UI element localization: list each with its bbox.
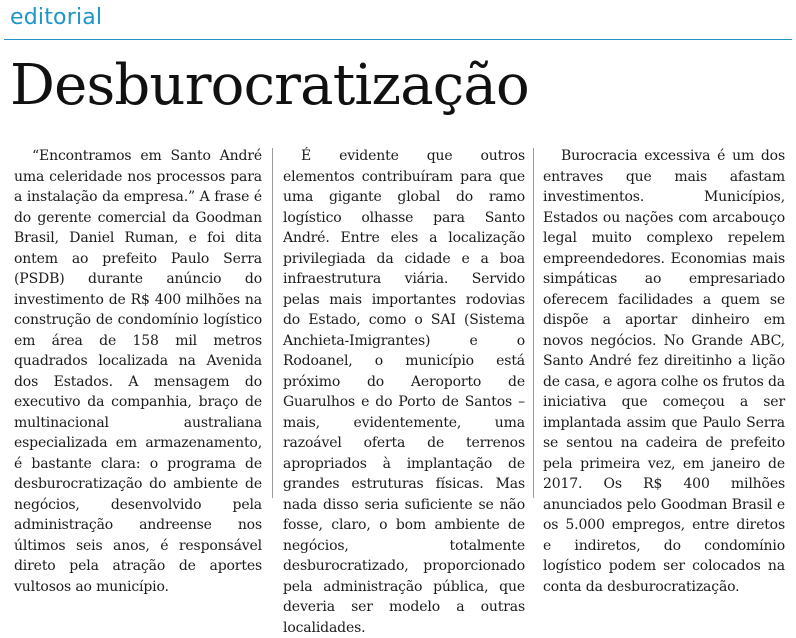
- headline: Desburocratização: [10, 53, 529, 118]
- column-1: [14, 146, 262, 597]
- column-1-text: “Encontramos em Santo André uma celeridade nos processos para a instalação da empresa.” A frase é do gerente comercial da Goodman Brasil, Daniel Ruman, e foi dita ontem ao prefeito Paulo Serra (PSDB) durante anúncio do investimento de R$ 400 milhões na construção de condomínio logístico em área de 158 mil metros quadrados localizada na Avenida dos Estados. A mensagem do executivo da companhia, braço de multinacional australiana especializada em armazenamento, é bastante clara: o programa de desburocratização do ambiente de negócios, desenvolvido pela administração andreense nos últimos seis anos, é responsável direto pela atração de aportes vultosos ao município.: [14, 148, 262, 595]
- column-3-text: Burocracia excessiva é um dos entraves que mais afastam investimentos. Municípios, Estados ou nações com arcabouço legal muito complexo repelem empreendedores. Economias mais simpáticas ao empresariado oferecem facilidades a quem se dispõe a aportar dinheiro em novos negócios. No Grande ABC, Santo André fez direitinho a lição de casa, e agora colhe os frutos da iniciativa que começou a ser implantada assim que Paulo Serra se sentou na cadeira de prefeito pela primeira vez, em janeiro de 2017. Os R$ 400 milhões anunciados pelo Goodman Brasil e os 5.000 empregos, entre diretos e indiretos, do condomínio logístico podem ser colocados na conta da desburocratização.: [543, 148, 785, 595]
- column-2-text: É evidente que outros elementos contribuíram para que uma gigante global do ramo logístico olhasse para Santo André. Entre eles a localização privilegiada da cidade e a boa infraestrutura viária. Servido pelas mais importantes rodovias do Estado, como o SAI (Sistema Anchieta-Imigrantes) e o Rodoanel, o município está próximo do Aeroporto de Guarulhos e do Porto de Santos – mais, evidentemente, uma razoável oferta de terrenos apropriados à implantação de grandes estruturas físicas. Mas nada disso seria suficiente se não fosse, claro, o bom ambiente de negócios, totalmente desburocratizado, proporcionado pela administração pública, que deveria ser modelo a outras localidades.: [283, 148, 525, 636]
- section-rule: [4, 39, 792, 40]
- column-divider: [533, 148, 534, 498]
- column-3: [543, 146, 785, 597]
- section-label: editorial: [10, 5, 103, 30]
- column-2: [283, 146, 525, 638]
- column-divider: [272, 148, 273, 498]
